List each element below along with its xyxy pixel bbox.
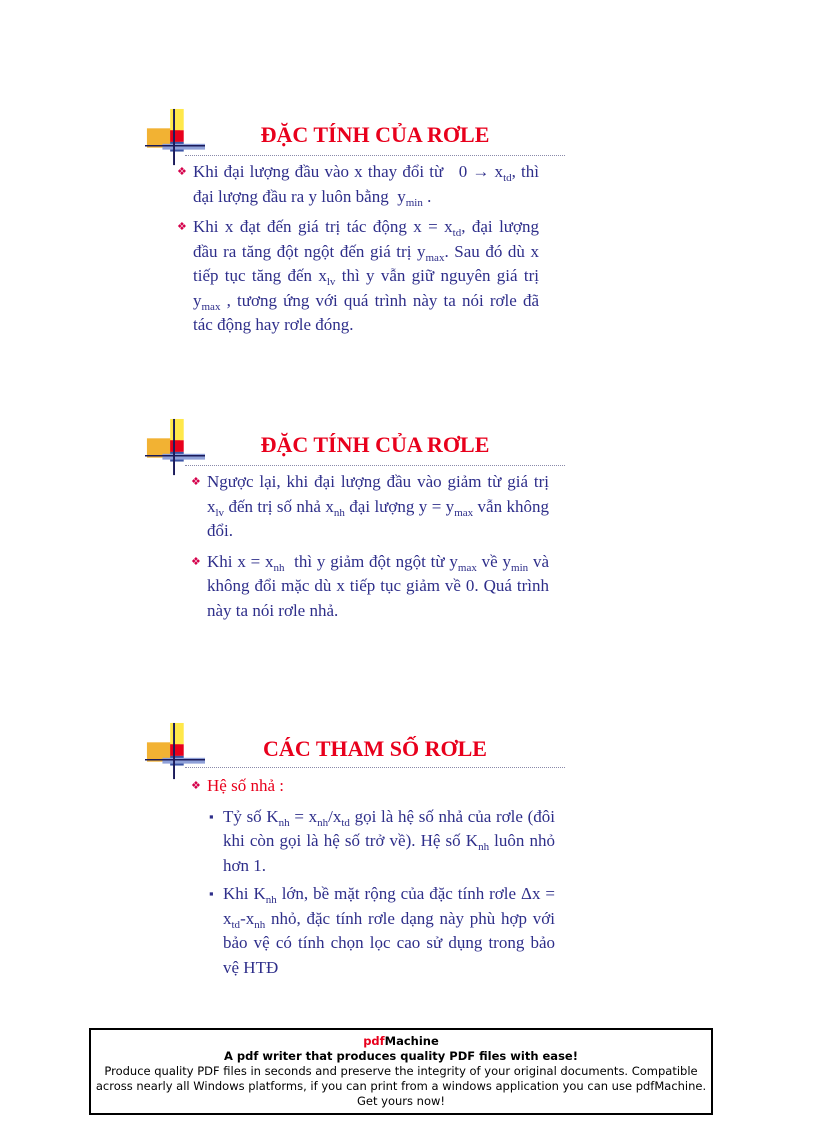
bullet-text: Khi $x = x_{nh}$ thì y giảm đột ngột từ $y_{max}$ về $y_{min}$ và không đổi mặc dù x tiếp tục giảm về 0. Quá trình này ta nói rơle nhả.: [207, 551, 550, 620]
diamond-bullet-icon: ❖: [177, 166, 187, 178]
square-bullet-icon: ▪: [209, 886, 214, 901]
slide-title: ĐẶC TÍNH CỦA RƠLE: [260, 122, 490, 147]
footer-brand: [91, 1034, 711, 1049]
bullet-item: [191, 550, 549, 624]
brand-machine: Machine: [384, 1034, 439, 1048]
diamond-bullet-icon: ❖: [191, 780, 201, 792]
bullet-item: [191, 774, 555, 799]
title-divider: [185, 155, 565, 156]
bullet-item: [177, 160, 539, 209]
slide-title: CÁC THAM SỐ RƠLE: [263, 736, 487, 761]
square-bullet-icon: ▪: [209, 808, 214, 824]
slide-title: ĐẶC TÍNH CỦA RƠLE: [260, 432, 490, 457]
bullet-text: Khi x đạt đến giá trị tác động $x = x_{td}$, đại lượng đầu ra tăng đột ngột đến giá trị $y_{max}$. Sau đó dù x tiếp tục tăng đến $x_{lv}$ thì y vẫn giữ nguyên giá trị $y_{max}$ , tương ứng với quá trình này ta nói rơle đã tác động hay rơle đóng.: [193, 217, 540, 334]
bullet-list: [191, 774, 555, 984]
title-divider: [185, 767, 565, 768]
bullet-list: [191, 470, 549, 629]
sub-bullet-text: Khi $K_{nh}$ lớn, bề mặt rộng của đặc tính rơle $\Delta x = x_{td}-x_{nh}$ nhỏ, đặc tính rơle dạng này phù hợp với bảo vệ có tính chọn lọc cao sử dụng trong bảo vệ HTĐ: [223, 884, 555, 977]
diamond-bullet-icon: ❖: [177, 221, 187, 233]
footer-tagline: A pdf writer that produces quality PDF files with ease!: [224, 1049, 578, 1063]
sub-bullet-item: [209, 805, 555, 879]
bullet-text: Ngược lại, khi đại lượng đầu vào giảm từ giá trị $x_{lv}$ đến trị số nhả $x_{nh}$ đại lượng $y = y_{max}$ vẫn không đổi.: [207, 472, 549, 540]
title-divider: [185, 465, 565, 466]
pdfmachine-footer: [89, 1028, 713, 1115]
footer-description: Produce quality PDF files in seconds and preserve the integrity of your original documents. Compatible across nearly all Windows platforms, if you can print from a windows application you can use pdfMachine.: [95, 1064, 707, 1093]
diamond-bullet-icon: ❖: [191, 476, 201, 488]
brand-pdf: pdf: [363, 1034, 385, 1048]
bullet-item: [191, 470, 549, 544]
footer-cta[interactable]: Get yours now!: [357, 1094, 445, 1108]
bullet-list: [177, 160, 539, 344]
sub-bullet-text: Tỷ số $K_{nh} = x_{nh}/x_{td}$ gọi là hệ số nhả của rơle (đôi khi còn gọi là hệ số trở về). Hệ số $K_{nh}$ luôn nhỏ hơn 1.: [223, 806, 556, 875]
slide-1: [145, 108, 565, 368]
heading-text: Hệ số nhả :: [207, 776, 284, 795]
sub-bullet-item: [209, 882, 555, 980]
slide-3: [145, 722, 565, 977]
bullet-text: Khi đại lượng đầu vào x thay đổi từ $0 \to x_{td}$, thì đại lượng đầu ra y luôn bằng $y_{min}$ .: [193, 162, 540, 209]
slide-2: [145, 418, 565, 638]
bullet-item: [177, 215, 539, 338]
diamond-bullet-icon: ❖: [191, 555, 201, 568]
